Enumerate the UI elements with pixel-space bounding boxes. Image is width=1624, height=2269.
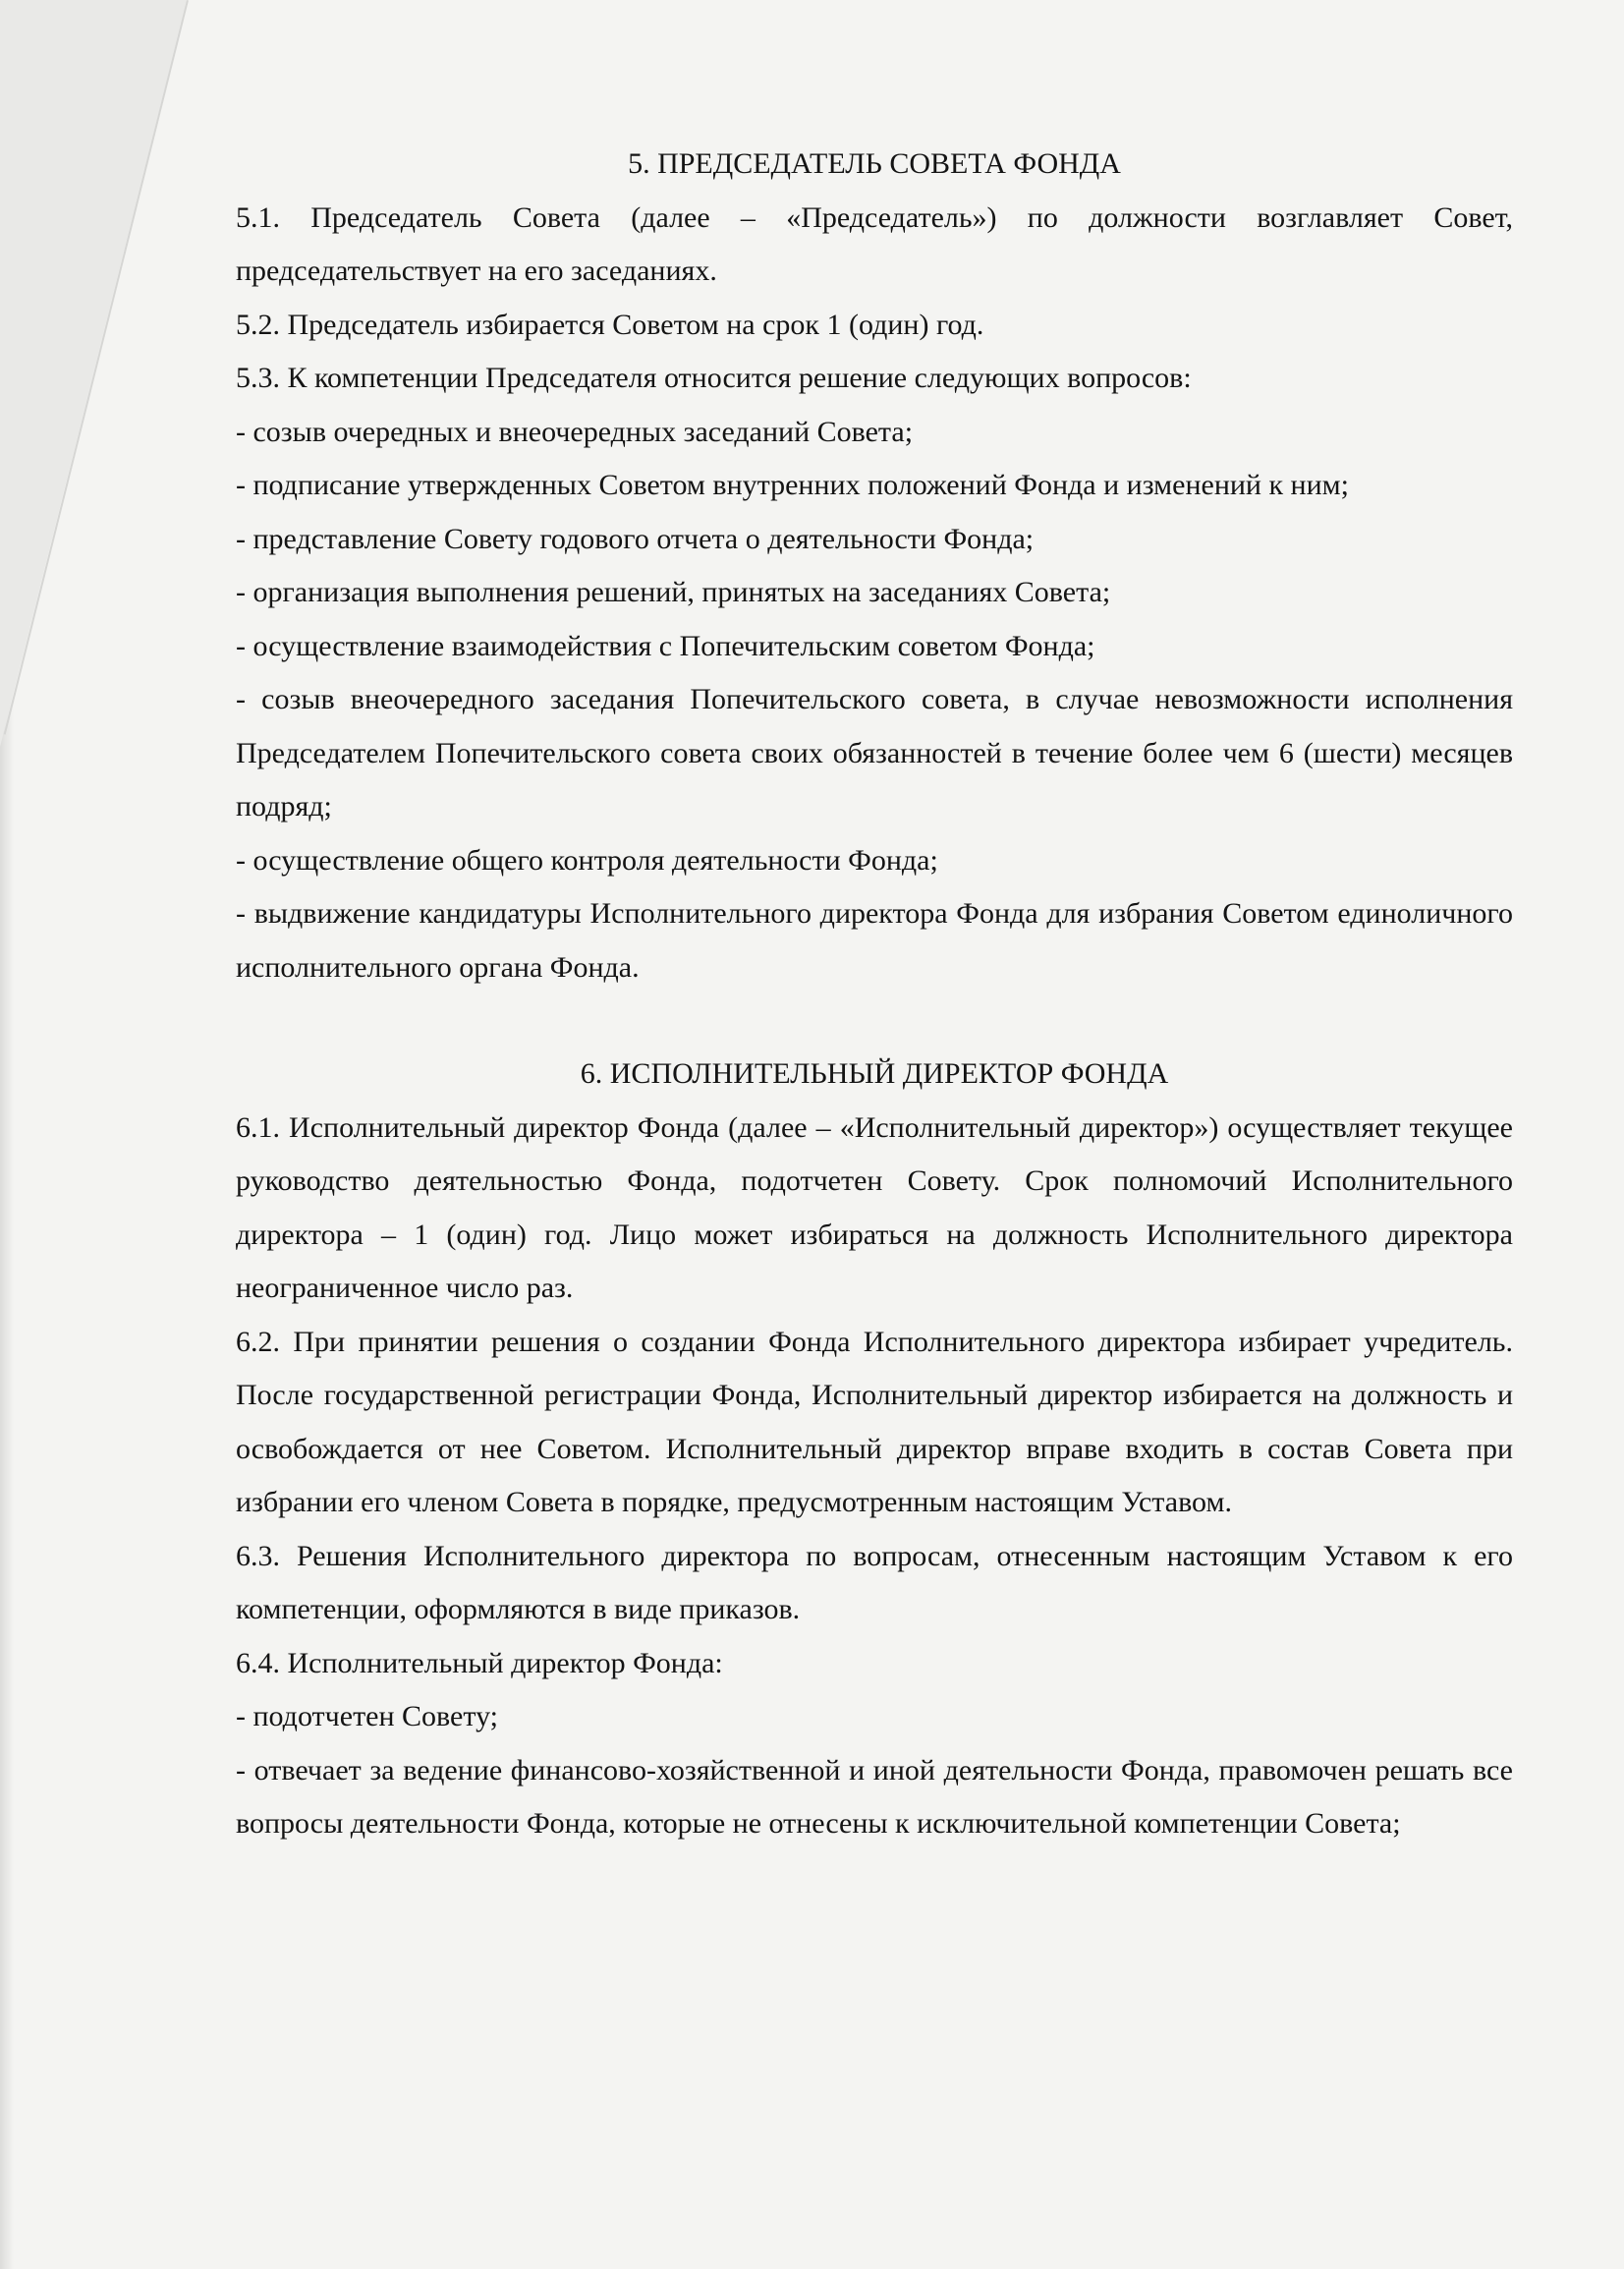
paragraph-6-1: 6.1. Исполнительный директор Фонда (далее – «Исполнительный директор») осуществляет текущее руководство деятельностью Фонда, подотчетен Совету. Срок полномочий Исполнительного директора – 1 (один) год. Лицо может избираться на должность Исполнительного директора неограниченное число раз. [236, 1110, 1513, 1304]
list-item: - осуществление взаимодействия с Попечительским советом Фонда; [236, 629, 1095, 662]
list-item: - созыв внеочередного заседания Попечительского совета, в случае невозможности исполнения Председателем Попечительского совета своих обязанностей в течение более чем 6 (шести) месяцев подряд; [236, 683, 1513, 823]
section-6-heading: 6. ИСПОЛНИТЕЛЬНЫЙ ДИРЕКТОР ФОНДА [580, 1057, 1169, 1090]
paragraph-6-3: 6.3. Решения Исполнительного директора по вопросам, отнесенным настоящим Уставом к его компетенции, оформляются в виде приказов. [236, 1539, 1513, 1625]
paragraph-6-2: 6.2. При принятии решения о создании Фонда Исполнительного директора избирает учредитель. После государственной регистрации Фонда, Исполнительный директор избирается на должность и освобождается от нее Советом. Исполнительный директор вправе входить в состав Совета при избрании его членом Совета в порядке, предусмотренным настоящим Уставом. [236, 1325, 1513, 1518]
section-5-heading: 5. ПРЕДСЕДАТЕЛЬ СОВЕТА ФОНДА [628, 147, 1121, 180]
paragraph-5-2: 5.2. Председатель избирается Советом на срок 1 (один) год. [236, 308, 984, 341]
list-item: - подписание утвержденных Советом внутренних положений Фонда и изменений к ним; [236, 469, 1349, 501]
list-item: - осуществление общего контроля деятельности Фонда; [236, 843, 938, 877]
section-6 [236, 1048, 1513, 1851]
list-item: - отвечает за ведение финансово-хозяйственной и иной деятельности Фонда, правомочен решать все вопросы деятельности Фонда, которые не отнесены к исключительной компетенции Совета; [236, 1753, 1513, 1840]
paragraph-6-4: 6.4. Исполнительный директор Фонда: [236, 1646, 723, 1679]
document-body [236, 138, 1513, 1851]
paragraph-5-1: 5.1. Председатель Совета (далее – «Председатель») по должности возглавляет Совет, председательствует на его заседаниях. [236, 200, 1513, 287]
paragraph-5-3: 5.3. К компетенции Председателя относится решение следующих вопросов: [236, 362, 1192, 394]
list-item: - представление Совету годового отчета о деятельности Фонда; [236, 522, 1035, 555]
section-5 [236, 138, 1513, 994]
list-item: - организация выполнения решений, принятых на заседаниях Совета; [236, 576, 1111, 608]
list-item: - выдвижение кандидатуры Исполнительного директора Фонда для избрания Советом единоличного исполнительного органа Фонда. [236, 897, 1513, 984]
list-item: - подотчетен Совету; [236, 1700, 499, 1732]
list-item: - созыв очередных и внеочередных заседаний Совета; [236, 415, 914, 448]
